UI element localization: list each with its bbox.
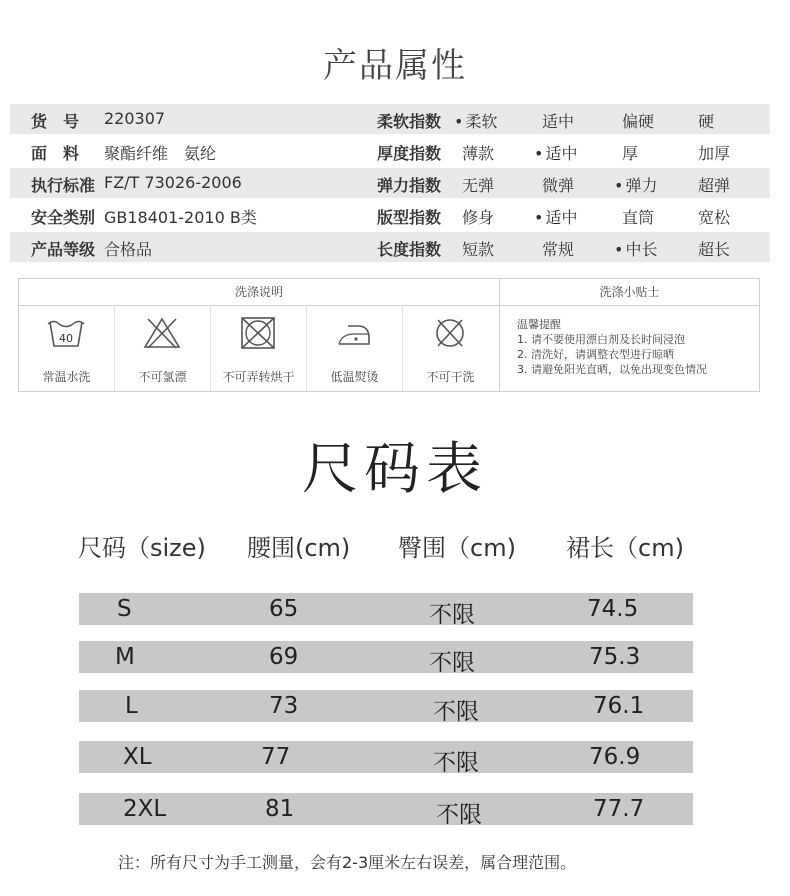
low-iron-icon [334,316,374,350]
index-option-selected: • 中长 [614,237,657,260]
index-option: 适中 [542,112,575,131]
hip-cell: 不限 [429,650,475,676]
panel-divider [499,279,500,391]
tip-item: 2. 清洗好，请调整衣型进行晾晒 [517,348,674,361]
index-option-selected: • 适中 [534,141,577,164]
attribute-value: 220307 [104,109,166,128]
tip-item: 3. 请避免阳光直晒，以免出现变色情况 [517,363,707,376]
size-cell: S [117,596,132,622]
length-cell: 76.9 [589,744,641,770]
waist-cell: 77 [261,744,291,770]
index-label: 版型指数 [377,208,442,227]
length-cell: 74.5 [587,596,639,622]
attribute-row [10,200,770,230]
hip-cell: 不限 [433,750,479,776]
no-bleach-symbol [115,306,211,391]
size-row [79,641,693,676]
no-tumble-dry-label: 不可弄转烘干 [222,370,295,384]
size-cell: M [115,644,135,670]
measurement-note: 注：所有尺寸为手工测量，会有2-3厘米左右误差，属合理范围。 [118,853,577,872]
col-header-size: 尺码（size) [78,534,206,562]
index-option-selected: • 弹力 [614,173,657,196]
product-attributes-title: 产品属性 [323,46,467,86]
index-label: 长度指数 [377,240,442,259]
attribute-label: 安全类别 [31,208,96,227]
size-row [79,741,693,776]
index-option: 常规 [542,240,575,259]
index-option: 薄款 [462,144,495,163]
col-header-waist: 腰围(cm) [247,534,351,562]
index-option: 偏硬 [622,112,655,131]
attribute-value: 合格品 [104,240,153,259]
waist-cell: 81 [265,796,295,822]
index-option: 厚 [622,144,639,163]
size-chart-title: 尺码表 [302,437,488,502]
length-cell: 76.1 [593,693,645,719]
attribute-label: 产品等级 [31,240,96,259]
wash-symbol-40 [19,306,115,391]
tips-title: 温馨提醒 [517,318,561,331]
no-dry-clean-icon [430,316,470,350]
index-label: 柔软指数 [377,112,442,131]
no-dry-clean-label: 不可干洗 [426,370,475,384]
no-dry-clean-symbol [403,306,498,391]
index-option: 短款 [462,240,495,259]
attribute-value: GB18401-2010 B类 [104,208,257,227]
size-row [79,593,693,628]
index-option: 超长 [698,240,731,259]
low-iron-label: 低温熨烫 [330,370,379,384]
attribute-value: 聚酯纤维 氨纶 [104,144,217,163]
index-option: 无弹 [462,176,495,195]
no-tumble-dry-symbol [211,306,307,391]
size-cell: XL [123,744,152,770]
length-cell: 75.3 [589,644,641,670]
low-iron-symbol [307,306,403,391]
index-option: 微弹 [542,176,575,195]
no-bleach-icon [142,316,182,350]
index-label: 弹力指数 [377,176,442,195]
size-cell: L [125,693,138,719]
size-cell: 2XL [123,796,167,822]
index-option: 修身 [462,208,495,227]
wash-40-icon [46,316,86,350]
index-option: 硬 [698,112,715,131]
wash-tips [517,317,707,377]
index-option: 超弹 [698,176,731,195]
attribute-label: 面 料 [31,144,80,163]
length-cell: 77.7 [593,796,645,822]
wash-temp-badge: 40 [59,332,73,345]
hip-cell: 不限 [429,602,475,628]
tip-item: 1. 请不要使用漂白剂及长时间浸泡 [517,333,685,346]
waist-cell: 69 [269,644,299,670]
size-row [79,690,693,725]
care-instructions-panel [18,278,760,392]
no-bleach-label: 不可氯漂 [138,370,187,384]
waist-cell: 73 [269,693,299,719]
attribute-value: FZ/T 73026-2006 [104,173,242,192]
attribute-row [10,232,770,262]
col-header-hip: 臀围（cm) [398,534,516,562]
index-option-selected: • 柔软 [454,109,497,132]
col-header-length: 裙长（cm) [566,534,684,562]
attribute-row [10,104,770,134]
wash-tips-header: 洗涤小贴士 [500,279,759,306]
attribute-label: 执行标准 [31,176,96,195]
index-option: 直筒 [622,208,655,227]
index-option: 加厚 [698,144,731,163]
waist-cell: 65 [269,596,299,622]
index-label: 厚度指数 [377,144,442,163]
size-row [79,793,693,828]
index-option-selected: • 适中 [534,205,577,228]
wash-instructions-header: 洗涤说明 [19,279,499,306]
wash-symbol-label: 常温水洗 [42,370,91,384]
hip-cell: 不限 [433,699,479,725]
index-option: 宽松 [698,208,731,227]
attribute-row [10,168,770,198]
attribute-label: 货 号 [31,112,80,131]
no-tumble-dry-icon [238,316,278,350]
attribute-row [10,136,770,166]
hip-cell: 不限 [436,802,482,828]
